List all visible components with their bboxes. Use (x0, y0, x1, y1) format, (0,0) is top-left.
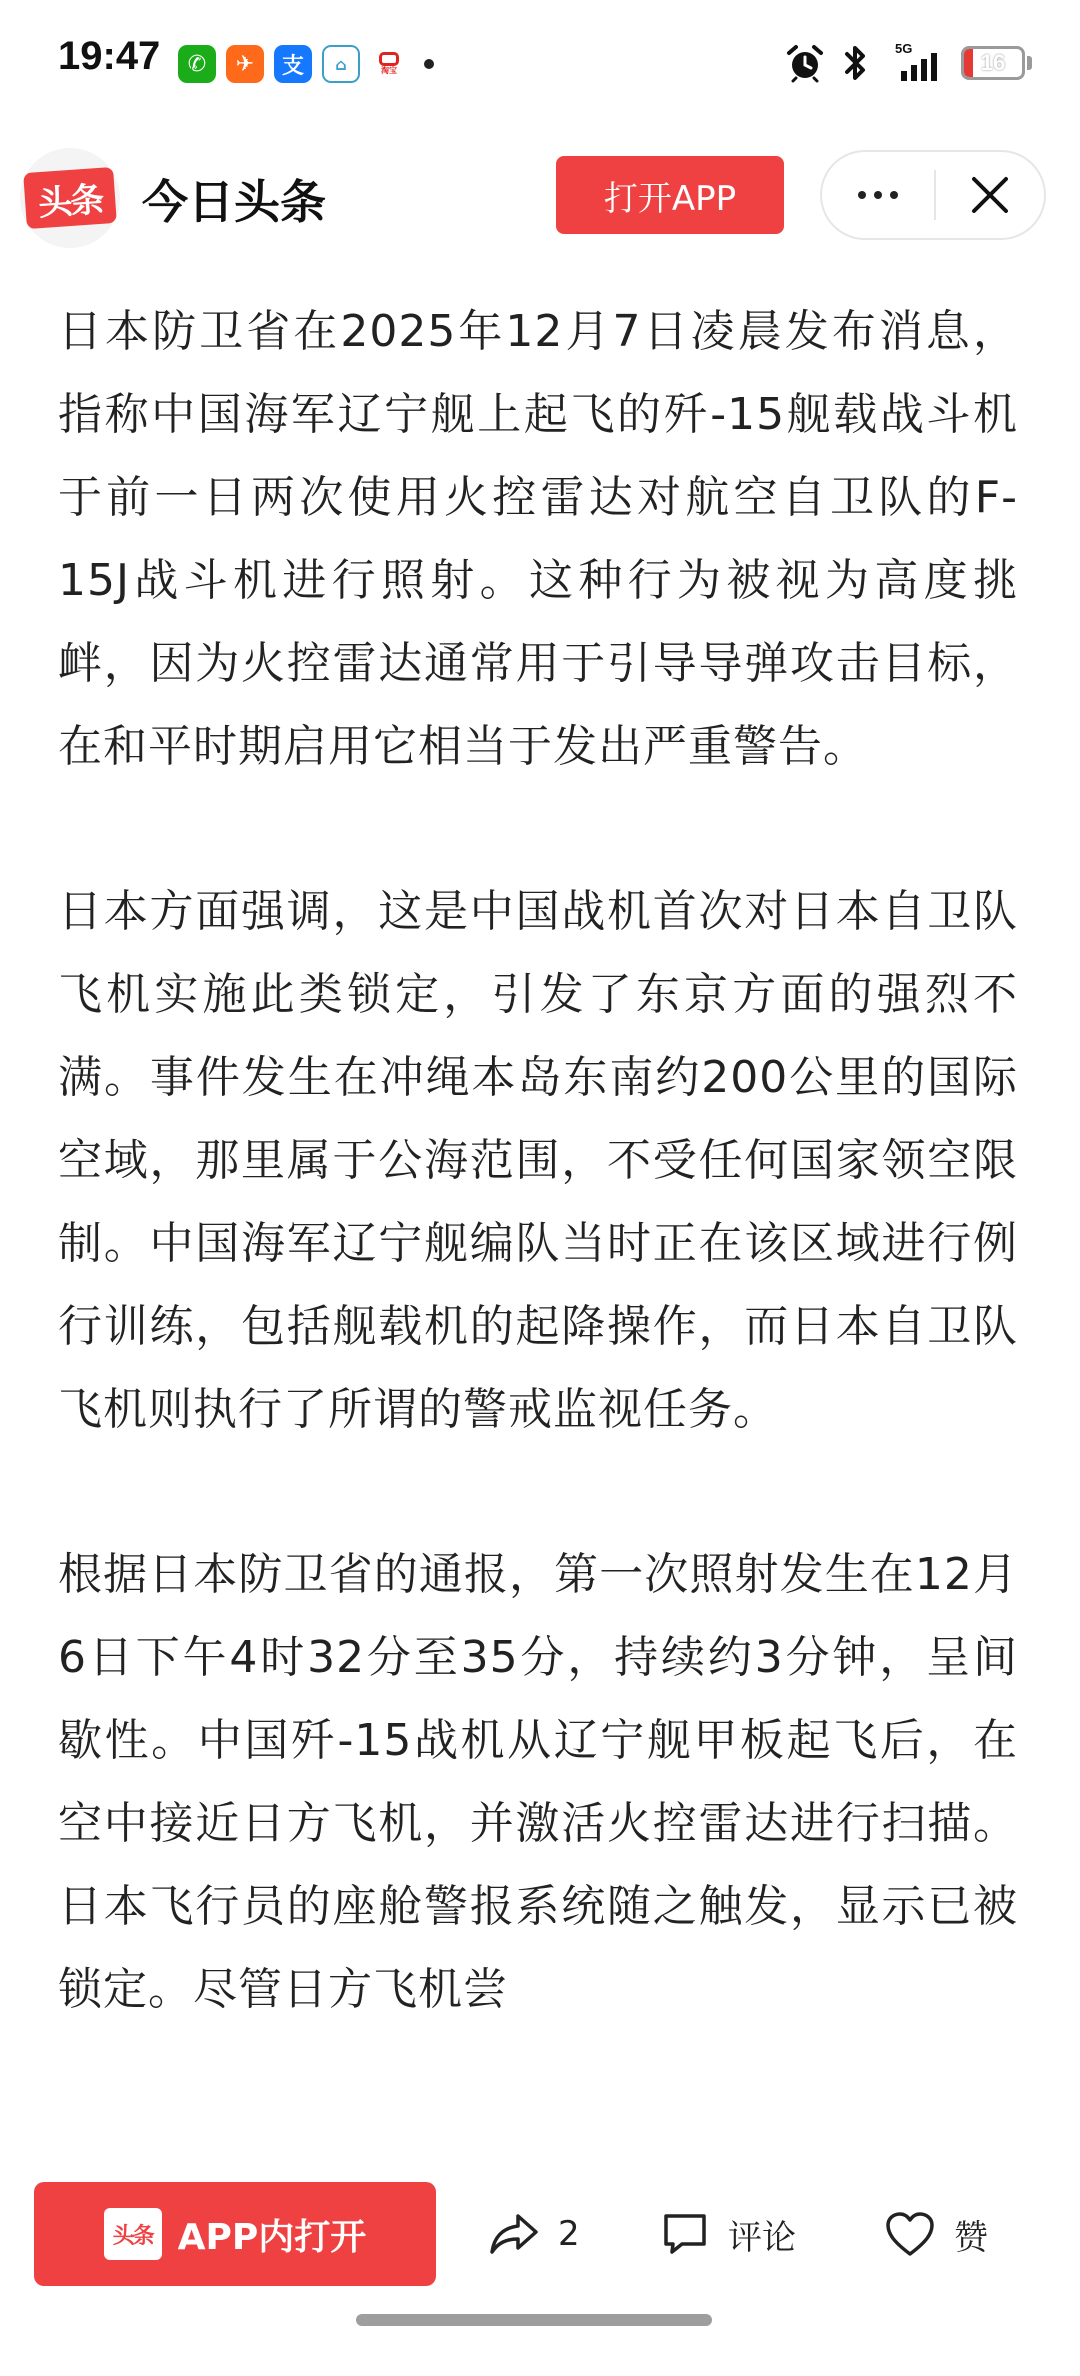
logo-text: 头条 (23, 167, 117, 229)
alipay-icon: 支 (274, 45, 312, 83)
wechat-icon: ✆ (178, 45, 216, 83)
open-in-app-button[interactable] (34, 2182, 436, 2286)
battery-level: 16 (980, 50, 1006, 75)
article-paragraph: 根据日本防卫省的通报，第一次照射发生在12月6日下午4时32分至35分，持续约3分钟，呈间歇性。中国歼-15战机从辽宁舰甲板起飞后，在空中接近日方飞机，并激活火控雷达进行扫描。日本飞行员的座舱警报系统随之触发，显示已被锁定。尽管日方飞机尝 (58, 1549, 1018, 2015)
status-bar (0, 0, 1080, 120)
home-indicator[interactable] (356, 2314, 712, 2326)
taobao-icon: 淘宝 (370, 45, 408, 83)
mini-program-capsule (820, 150, 1046, 240)
heart-icon (884, 2210, 936, 2258)
share-icon (488, 2210, 540, 2258)
bottom-action-bar (0, 2180, 1080, 2376)
share-count: 2 (558, 2214, 580, 2254)
comment-button[interactable] (660, 2202, 796, 2266)
like-button[interactable] (884, 2202, 988, 2266)
comment-icon (660, 2210, 710, 2258)
close-button[interactable] (936, 152, 1044, 238)
like-label: 赞 (954, 2217, 988, 2258)
toutiao-mini-logo-icon: 头条 (104, 2208, 162, 2260)
open-in-app-label: APP内打开 (177, 2216, 367, 2258)
more-options-icon[interactable] (822, 152, 934, 238)
article-paragraph: 日本防卫省在2025年12月7日凌晨发布消息，指称中国海军辽宁舰上起飞的歼-15舰载战斗机于前一日两次使用火控雷达对航空自卫队的F-15J战斗机进行照射。这种行为被视为高度挑衅，因为火控雷达通常用于引导导弹攻击目标，在和平时期启用它相当于发出严重警告。 (58, 306, 1018, 772)
network-type-label: 5G (895, 41, 913, 56)
notification-icons (178, 44, 434, 84)
alarm-icon (785, 43, 825, 83)
article-paragraph: 日本方面强调，这是中国战机首次对日本自卫队飞机实施此类锁定，引发了东京方面的强烈不满。事件发生在冲绳本岛东南约200公里的国际空域，那里属于公海范围，不受任何国家领空限制。中国海军辽宁舰编队当时正在该区域进行例行训练，包括舰载机的起降操作，而日本自卫队飞机则执行了所谓的警戒监视任务。 (58, 886, 1018, 1435)
battery-icon (961, 46, 1025, 80)
article-body (58, 290, 1018, 2113)
share-button[interactable] (488, 2202, 580, 2266)
app-name: 今日头条 (142, 175, 326, 229)
comment-label: 评论 (728, 2217, 796, 2258)
more-notifications-dot-icon (424, 59, 434, 69)
open-app-button[interactable]: 打开APP (556, 156, 784, 234)
toutiao-logo[interactable] (20, 148, 120, 248)
close-icon (970, 175, 1010, 215)
status-time: 19:47 (58, 34, 161, 78)
battery-tip (1027, 56, 1032, 70)
status-indicators (785, 38, 1032, 88)
home-app-icon: ⌂ (322, 45, 360, 83)
signal-5g-icon (887, 41, 943, 85)
feishu-icon: ✈ (226, 45, 264, 83)
bluetooth-icon (843, 43, 869, 83)
app-header (0, 140, 1080, 252)
